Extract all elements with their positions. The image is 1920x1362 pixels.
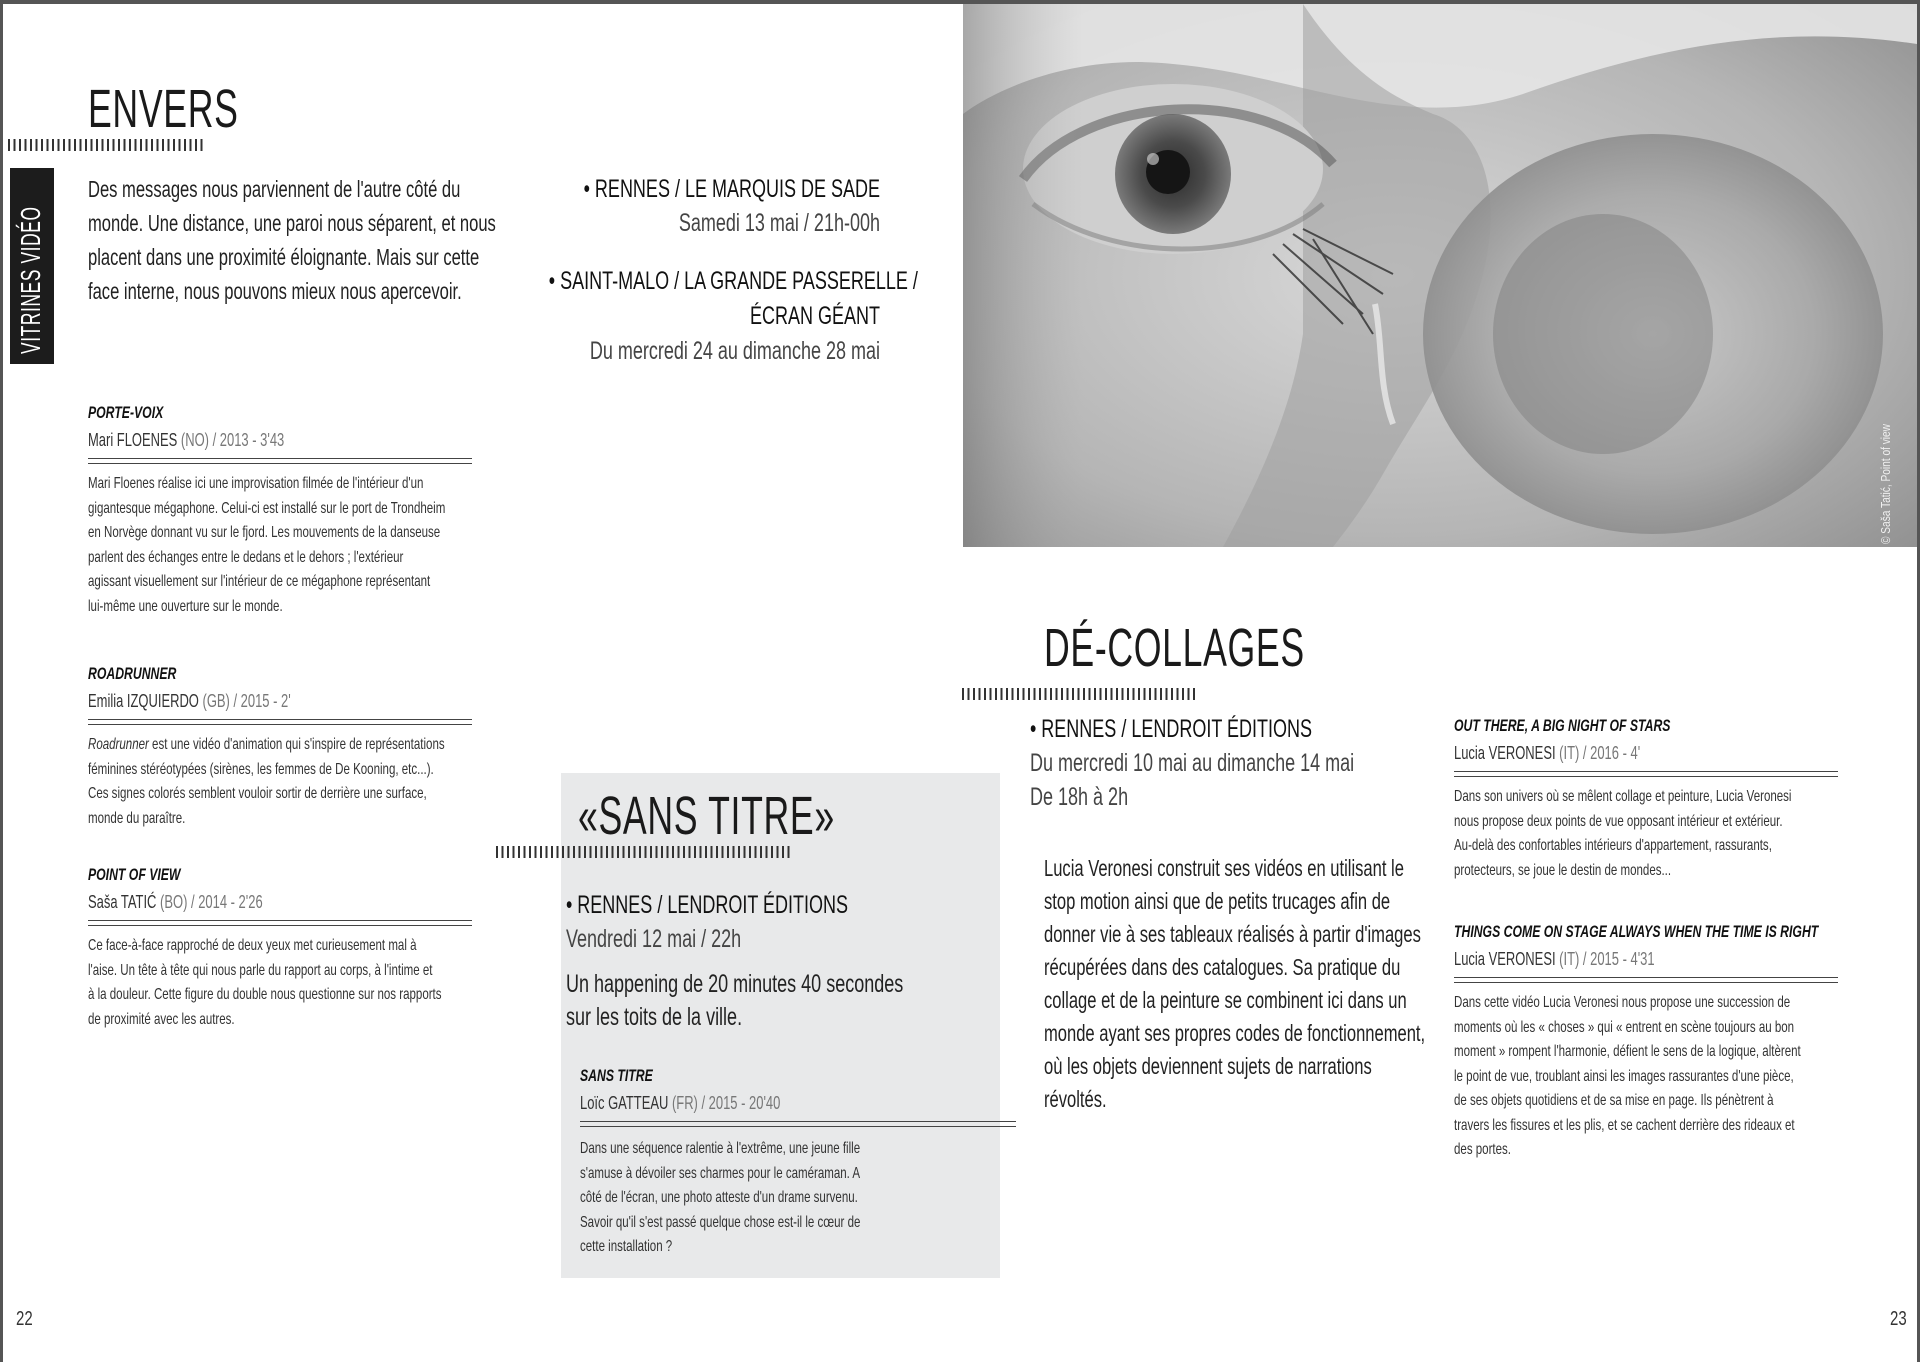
happening-line: sur les toits de la ville. [566, 1003, 743, 1031]
work-country: (IT) [1559, 949, 1580, 969]
work-title: OUT THERE, A BIG NIGHT OF STARS [1454, 716, 1671, 735]
desc-line: s'amuse à dévoiler ses charmes pour le caméraman. A [580, 1164, 861, 1182]
envers-title: ENVERS [88, 79, 239, 139]
desc-line: Dans son univers où se mêlent collage et peinture, Lucia Veronesi [1454, 788, 1792, 805]
event-time: De 18h à 2h [1030, 783, 1129, 811]
work-credit [88, 687, 364, 715]
work-country: (IT) [1559, 743, 1580, 763]
envers-events [420, 172, 918, 369]
desc-line: Au-delà des confortables intérieurs d'appartement, rassurants, [1454, 837, 1772, 854]
body-line: récupérées dans des catalogues. Sa pratique du [1044, 954, 1401, 980]
body-line: Lucia Veronesi construit ses vidéos en utilisant le [1044, 855, 1404, 881]
sans-titre-title: «SANS TITRE» [578, 786, 835, 846]
desc-line: le point de vue, troublant ainsi les images rassurantes d'une pièce, [1454, 1067, 1794, 1085]
desc-line: de proximité avec les autres. [88, 1010, 235, 1028]
envers-title-ticks [8, 139, 206, 151]
desc-line: Dans cette vidéo Lucia Veronesi nous propose une succession de [1454, 994, 1791, 1011]
sans-titre-ticks [496, 846, 790, 858]
decollages-body [1044, 852, 1444, 1116]
body-line: collage et de la peinture se combinent ici dans un [1044, 987, 1407, 1013]
intro-line: Des messages nous parviennent de l'autre côté du [88, 176, 461, 202]
work-credit [88, 888, 364, 916]
work-rule [580, 1121, 1016, 1127]
body-line: où les objets deviennent sujets de narrations [1044, 1053, 1372, 1079]
work-roadrunner [88, 661, 472, 831]
work-credit [580, 1089, 894, 1117]
desc-rest: est une vidéo d'animation qui s'inspire de représentations [148, 736, 445, 753]
work-meta: / 2015 - 4'31 [1582, 949, 1655, 969]
work-rule [88, 920, 472, 926]
work-meta: / 2015 - 2' [233, 691, 291, 711]
work-point-of-view [88, 862, 472, 1032]
work-sans-titre [580, 1063, 1016, 1260]
desc-line: de ses objets quotidiens et de sa mise en page. Ils pénètrent à [1454, 1092, 1774, 1109]
event-title: • SAINT-MALO / LA GRANDE PASSERELLE / [548, 267, 918, 295]
work-country: (NO) [180, 430, 209, 450]
intro-line: monde. Une distance, une paroi nous séparent, et nous [88, 210, 496, 236]
desc-italic: Roadrunner [88, 736, 149, 753]
work-country: (FR) [671, 1093, 698, 1113]
desc-line [88, 733, 462, 758]
work-artist: Emilia IZQUIERDO [88, 691, 199, 711]
section-label-bar [10, 168, 54, 364]
decollages-ticks [962, 688, 1196, 700]
event-date: Du mercredi 10 mai au dimanche 14 mai [1030, 749, 1355, 777]
desc-line: des portes. [1454, 1141, 1511, 1158]
body-line: donner vie à ses tableaux réalisés à partir d'images [1044, 921, 1421, 947]
work-artist: Mari FLOENES [88, 430, 178, 450]
work-things-come-on-stage [1454, 919, 1838, 1163]
desc-line: parlent des échanges entre le dedans et le dehors ; l'extérieur [88, 548, 404, 566]
event-title: ÉCRAN GÉANT [749, 302, 880, 330]
section-label: VITRINES VIDÉO [15, 206, 46, 354]
work-meta: / 2013 - 3'43 [212, 430, 285, 450]
desc-line: protecteurs, se joue le destin de mondes... [1454, 861, 1672, 879]
desc-line: l'aise. Un tête à tête qui nous parle du rapport au corps, à l'intime et [88, 961, 433, 979]
work-title: SANS TITRE [580, 1066, 653, 1085]
photo-eyes-image [963, 4, 1917, 547]
work-credit [1454, 739, 1730, 767]
work-rule [1454, 771, 1838, 777]
work-artist: Saša TATIĆ [88, 892, 157, 912]
photo-credit: © Saša Tatić, Point of view [1878, 423, 1893, 544]
work-rule [1454, 977, 1838, 983]
page-number-right: 23 [1890, 1308, 1907, 1330]
work-out-there [1454, 713, 1838, 883]
work-meta: / 2015 - 20'40 [701, 1093, 781, 1113]
work-title: PORTE-VOIX [88, 403, 164, 422]
work-title: THINGS COME ON STAGE ALWAYS WHEN THE TIME IS RIGHT [1454, 922, 1819, 941]
desc-line: féminines stéréotypées (sirènes, les femmes de De Kooning, etc...). [88, 760, 434, 778]
desc-line: monde du paraître. [88, 809, 186, 827]
work-country: (BO) [160, 892, 188, 912]
desc-line: Ces signes colorés semblent vouloir sortir de derrière une surface, [88, 785, 427, 802]
happening-line: Un happening de 20 minutes 40 secondes [566, 970, 904, 998]
desc-line: Dans une séquence ralentie à l'extrême, une jeune fille [580, 1140, 861, 1157]
work-title: POINT OF VIEW [88, 865, 181, 884]
desc-line: cette installation ? [580, 1238, 673, 1255]
work-porte-voix [88, 400, 472, 619]
work-meta: / 2014 - 2'26 [191, 892, 263, 912]
desc-line: lui-même une ouverture sur le monde. [88, 597, 283, 615]
desc-line: moments où les « choses » qui « entrent en scène toujours au bon [1454, 1018, 1795, 1036]
desc-line: Savoir qu'il s'est passé quelque chose est-il le cœur de [580, 1213, 861, 1231]
desc-line: travers les fissures et les plis, et se cachent derrière des rideaux et [1454, 1116, 1795, 1134]
work-credit [1454, 945, 1730, 973]
work-meta: / 2016 - 4' [1582, 743, 1641, 763]
event-date: Du mercredi 24 au dimanche 28 mai [589, 337, 880, 365]
decollages-title: DÉ-COLLAGES [1044, 618, 1305, 678]
body-line: révoltés. [1044, 1086, 1107, 1112]
work-country: (GB) [202, 691, 230, 711]
desc-line: Mari Floenes réalise ici une improvisation filmée de l'intérieur d'un [88, 475, 424, 492]
intro-line: face interne, nous pouvons mieux nous apercevoir. [88, 278, 462, 304]
desc-line: moment » rompent l'harmonie, défient le sens de la logique, altèrent [1454, 1043, 1801, 1060]
desc-line: nous propose deux points de vue opposant intérieur et extérieur. [1454, 812, 1783, 830]
desc-line: gigantesque mégaphone. Celui-ci est installé sur le port de Trondheim [88, 499, 446, 517]
work-artist: Lucia VERONESI [1454, 743, 1556, 763]
intro-line: placent dans une proximité éloignante. Mais sur cette [88, 244, 480, 270]
work-credit [88, 426, 364, 454]
event-title: • RENNES / LENDROIT ÉDITIONS [1030, 715, 1313, 743]
sans-titre-event [566, 888, 996, 1034]
desc-line: côté de l'écran, une photo atteste d'un drame survenu. [580, 1189, 858, 1206]
work-title: ROADRUNNER [88, 664, 177, 683]
event-title: • RENNES / LENDROIT ÉDITIONS [566, 891, 849, 919]
event-date: Vendredi 12 mai / 22h [566, 925, 742, 953]
work-rule [88, 719, 472, 725]
body-line: stop motion ainsi que de petits trucages afin de [1044, 888, 1391, 914]
event-date: Samedi 13 mai / 21h-00h [678, 209, 880, 237]
event-title: • RENNES / LE MARQUIS DE SADE [583, 175, 880, 203]
work-rule [88, 458, 472, 464]
desc-line: à la douleur. Cette figure du double nous questionne sur nos rapports [88, 986, 442, 1003]
page-number-left: 22 [16, 1308, 33, 1330]
desc-line: en Norvège donnant vu sur le fjord. Les mouvements de la danseuse [88, 524, 441, 541]
photo-point-of-view [963, 4, 1917, 547]
work-artist: Loïc GATTEAU [580, 1093, 669, 1113]
desc-line: Ce face-à-face rapproché de deux yeux met curieusement mal à [88, 937, 417, 954]
work-artist: Lucia VERONESI [1454, 949, 1556, 969]
desc-line: agissant visuellement sur l'intérieur de ce mégaphone représentant [88, 573, 431, 590]
body-line: monde ayant ses propres codes de fonctionnement, [1044, 1020, 1426, 1046]
decollages-event [1030, 712, 1430, 814]
